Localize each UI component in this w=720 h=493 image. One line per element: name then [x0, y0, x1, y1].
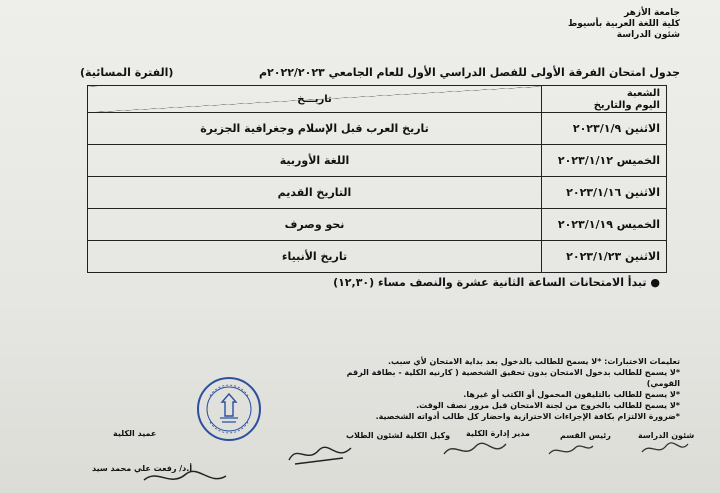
signature-label-admin: مدير إدارة الكلية	[466, 429, 530, 438]
title-period: (الفترة المسائية)	[80, 66, 174, 79]
start-time-note	[333, 276, 660, 289]
handwritten-signature-icon	[140, 466, 230, 492]
row-day: الاثنين ٢٠٢٣/١/٩	[542, 113, 667, 145]
row-subject: نحو وصرف	[88, 209, 542, 241]
faculty-name: كلية اللغة العربية بأسيوط	[567, 19, 680, 29]
table-row	[88, 209, 667, 241]
row-day: الاثنين ٢٠٢٣/١/١٦	[542, 177, 667, 209]
header-subject: تاريـــخ	[88, 86, 542, 113]
header-day-date-cell	[542, 86, 667, 113]
row-subject: التاريخ القديم	[88, 177, 542, 209]
bullet-icon: ●	[650, 276, 660, 289]
signature-label-academic: شئون الدراسة	[638, 431, 695, 440]
university-name: جامعة الأزهر	[624, 8, 680, 18]
instruction-item: *لا يسمح للطالب بالتليفون المحمول أو الكتب أو غيرها.	[463, 390, 680, 399]
instruction-item: *لا يسمح للطالب بالخروج من لجنة الامتحان قبل مرور نصف الوقت.	[416, 401, 680, 410]
header-branch: الشعبة	[626, 88, 660, 99]
table-row	[88, 241, 667, 273]
instructions-title: تعليمات الاختبارات: *لا يسمح للطالب بالدخول بعد بداية الامتحان لأي سبب.	[387, 357, 680, 366]
institution-header	[568, 8, 680, 41]
row-subject: تاريخ الأنبياء	[88, 241, 542, 273]
signature-label-dean: عميد الكلية	[113, 429, 157, 438]
handwritten-signature-icon	[640, 440, 690, 458]
university-seal-icon	[196, 376, 262, 442]
row-day: الخميس ٢٠٢٣/١/١٢	[542, 145, 667, 177]
handwritten-signature-icon	[285, 440, 355, 468]
department-name: شئون الدراسة	[616, 30, 680, 40]
handwritten-signature-icon	[545, 440, 595, 460]
handwritten-signature-icon	[440, 438, 510, 462]
row-subject: اللغة الأوربية	[88, 145, 542, 177]
row-day: الاثنين ٢٠٢٣/١/٢٣	[542, 241, 667, 273]
instruction-item: *لا يسمح للطالب بدخول الامتحان بدون تحقيق الشخصية ( كارنيه الكلية - بطاقة الرقم القومي)	[346, 368, 680, 388]
dean-name: أ.د/ رفعت علي محمد سيد	[92, 464, 193, 473]
row-day: الخميس ٢٠٢٣/١/١٩	[542, 209, 667, 241]
row-subject: تاريخ العرب قبل الإسلام وجغرافية الجزيرة	[88, 113, 542, 145]
exam-schedule-table	[87, 85, 667, 273]
start-time-text: تبدأ الامتحانات الساعة الثانية عشرة والنصف مساء (١٢,٣٠)	[333, 276, 647, 289]
table-row	[88, 113, 667, 145]
signature-label-vice: وكيل الكلية لشئون الطلاب	[346, 431, 451, 440]
header-day-date: اليوم والتاريخ	[593, 100, 660, 111]
table-row	[88, 177, 667, 209]
exam-instructions	[340, 356, 680, 422]
title-main: جدول امتحان الفرقة الأولى للفصل الدراسي الأول للعام الجامعي ٢٠٢٢/٢٠٢٣م	[258, 66, 680, 79]
table-row	[88, 145, 667, 177]
table-header-row	[88, 86, 667, 113]
signature-label-dept: رئيس القسم	[560, 431, 611, 440]
instruction-item: *ضرورة الالتزام بكافة الإجراءات الاحترازية واحضار كل طالب أدواته الشخصية.	[375, 412, 680, 421]
